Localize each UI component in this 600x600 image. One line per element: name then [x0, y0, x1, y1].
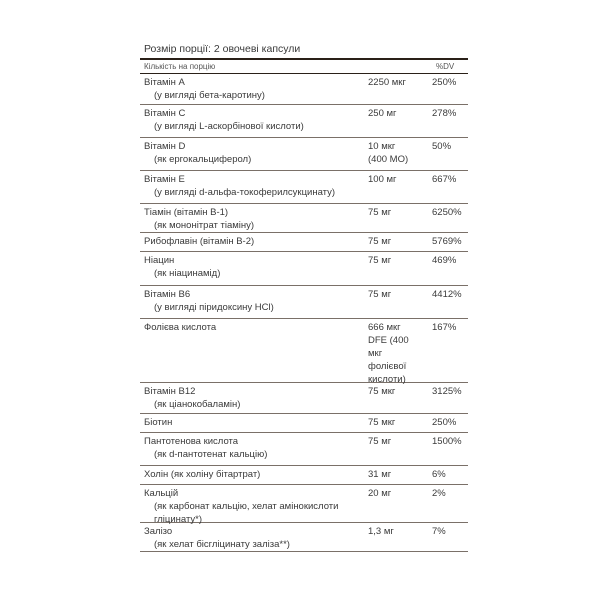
amount-cell — [368, 204, 432, 232]
amount-value: 75 мг — [368, 436, 392, 447]
nutrient-form: (як ціанокобаламін) — [154, 399, 241, 410]
nutrient-name: Біотин — [144, 417, 173, 428]
table-row — [140, 383, 468, 414]
nutrient-name-cell — [140, 252, 368, 285]
nutrient-form: гліцинату*) — [154, 514, 203, 525]
nutrient-name-cell — [140, 523, 368, 551]
nutrient-form: (у вигляді бета-каротину) — [154, 90, 265, 101]
amount-value: 31 мг — [368, 469, 392, 480]
nutrient-form: (як ніацинамід) — [154, 268, 221, 279]
nutrient-name: Вітамін D — [144, 141, 186, 152]
nutrient-name-cell — [140, 105, 368, 137]
nutrient-name: Пантотенова кислота — [144, 436, 239, 447]
amount-cell — [368, 252, 432, 285]
table-row — [140, 171, 468, 204]
nutrient-form: (у вигляді L-аскорбінової кислоти) — [154, 121, 304, 132]
amount-value: 75 мкг — [368, 386, 396, 397]
nutrient-form: (як хелат бісгліцинату заліза**) — [154, 539, 290, 550]
nutrient-name-cell — [140, 466, 368, 484]
amount-cell — [368, 319, 432, 385]
amount-value: 75 мг — [368, 236, 392, 247]
table-header — [140, 60, 468, 73]
nutrient-name-cell — [140, 319, 368, 382]
dv-value: 469% — [432, 255, 457, 266]
amount-value: 1,3 мг — [368, 526, 394, 537]
nutrient-form: (як d-пантотенат кальцію) — [154, 449, 268, 460]
dv-value: 250% — [432, 417, 457, 428]
amount-cell — [368, 233, 432, 251]
amount-cell — [368, 74, 432, 104]
nutrient-name-cell — [140, 433, 368, 465]
amount-value: 75 мг — [368, 255, 392, 266]
table-row — [140, 319, 468, 383]
nutrient-name-cell — [140, 414, 368, 432]
nutrient-form: (як ергокальциферол) — [154, 154, 252, 165]
nutrient-name-cell — [140, 233, 368, 251]
amount-value: DFE (400 — [368, 335, 409, 346]
dv-value: 2% — [432, 488, 446, 499]
amount-value: 75 мг — [368, 207, 392, 218]
amount-cell — [368, 383, 432, 413]
amount-cell — [368, 414, 432, 432]
nutrient-name-cell — [140, 204, 368, 232]
amount-cell — [368, 286, 432, 318]
dv-value: 667% — [432, 174, 457, 185]
amount-value: фолієвої — [368, 361, 407, 372]
nutrient-form: (як мононітрат тіаміну) — [154, 220, 255, 231]
amount-cell — [368, 433, 432, 465]
dv-value: 6250% — [432, 207, 462, 218]
nutrient-name: Фолієва кислота — [144, 322, 217, 333]
table-row — [140, 466, 468, 485]
amount-value: 666 мкг — [368, 322, 401, 333]
amount-value: 100 мг — [368, 174, 397, 185]
nutrient-name-cell — [140, 171, 368, 203]
nutrient-name: Рибофлавін (вітамін B-2) — [144, 236, 255, 247]
nutrient-name: Вітамін B12 — [144, 386, 196, 397]
dv-value: 6% — [432, 469, 446, 480]
nutrient-name: Вітамін A — [144, 77, 185, 88]
amount-value: (400 МО) — [368, 154, 409, 165]
table-row — [140, 433, 468, 466]
amount-value: 75 мг — [368, 289, 392, 300]
amount-cell — [368, 466, 432, 484]
amount-value: кислоти) — [368, 374, 406, 385]
table-row — [140, 105, 468, 138]
amount-cell — [368, 138, 432, 170]
nutrient-name: Вітамін C — [144, 108, 186, 119]
dv-value: 5769% — [432, 236, 462, 247]
nutrient-name-cell — [140, 485, 368, 525]
table-row — [140, 204, 468, 233]
dv-value: 167% — [432, 322, 457, 333]
amount-per-serving-label: Кількість на порцію — [144, 62, 216, 71]
amount-cell — [368, 485, 432, 522]
amount-value: 2250 мкг — [368, 77, 406, 88]
serving-size: Розмір порції: 2 овочеві капсули — [144, 43, 301, 55]
dv-value: 4412% — [432, 289, 462, 300]
nutrient-name: Вітамін B6 — [144, 289, 191, 300]
nutrient-form: (у вигляді d-альфа-токоферилсукцинату) — [154, 187, 336, 198]
amount-cell — [368, 523, 432, 551]
dv-value: 7% — [432, 526, 446, 537]
amount-value: 20 мг — [368, 488, 392, 499]
table-row — [140, 286, 468, 319]
dv-value: 278% — [432, 108, 457, 119]
nutrient-name: Холін (як холіну бітартрат) — [144, 469, 261, 480]
nutrient-name: Залізо — [144, 526, 173, 537]
nutrient-name: Кальцій — [144, 488, 179, 499]
dv-value: 250% — [432, 77, 457, 88]
table-row — [140, 233, 468, 252]
dv-value: 1500% — [432, 436, 462, 447]
dv-value: 3125% — [432, 386, 462, 397]
table-row — [140, 138, 468, 171]
nutrient-name-cell — [140, 74, 368, 104]
amount-value: мкг — [368, 348, 383, 359]
nutrient-name: Тіамін (вітамін B-1) — [144, 207, 229, 218]
table-row — [140, 74, 468, 105]
nutrient-name: Ніацин — [144, 255, 175, 266]
table-row — [140, 252, 468, 286]
dv-value: 50% — [432, 141, 452, 152]
nutrient-name-cell — [140, 286, 368, 318]
amount-value: 10 мкг — [368, 141, 396, 152]
nutrient-table — [140, 74, 468, 552]
amount-cell — [368, 171, 432, 203]
nutrient-name-cell — [140, 138, 368, 170]
dv-label: %DV — [436, 62, 455, 71]
table-row — [140, 414, 468, 433]
nutrient-form: (як карбонат кальцію, хелат амінокислоти — [154, 501, 339, 512]
amount-value: 250 мг — [368, 108, 397, 119]
supplement-facts-panel — [140, 42, 468, 552]
table-row — [140, 523, 468, 552]
nutrient-name: Вітамін E — [144, 174, 185, 185]
amount-cell — [368, 105, 432, 137]
amount-value: 75 мкг — [368, 417, 396, 428]
table-row — [140, 485, 468, 523]
nutrient-name-cell — [140, 383, 368, 413]
nutrient-form: (у вигляді піридоксину HCl) — [154, 302, 274, 313]
